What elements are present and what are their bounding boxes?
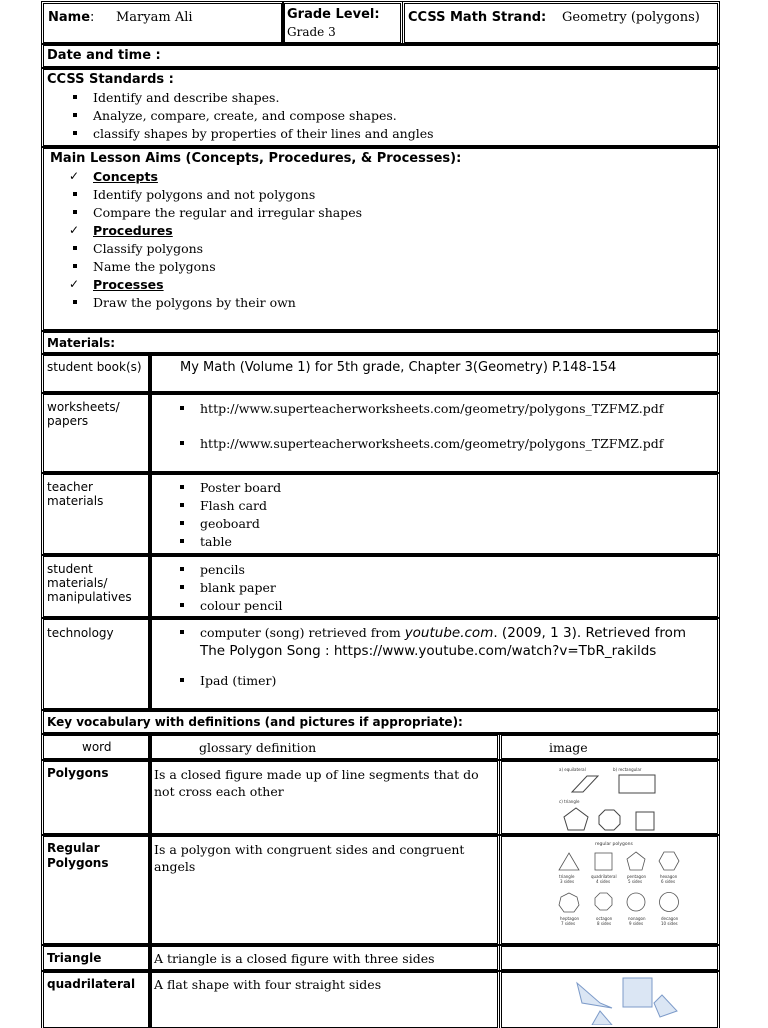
- aims-title: Main Lesson Aims (Concepts, Procedures, & Processes):: [50, 151, 462, 166]
- shape-sides: 4 sides: [596, 879, 611, 884]
- aims-item: Compare the regular and irregular shapes: [93, 205, 363, 220]
- triangle-icon: [559, 853, 579, 870]
- strand-value: Geometry (polygons): [562, 10, 700, 25]
- worksheets-list: [200, 400, 663, 453]
- technology-value-cell: [151, 619, 718, 709]
- name-colon: :: [90, 10, 95, 25]
- vocab-col-image: image: [549, 740, 588, 755]
- regular-polygons-title: regular polygons: [595, 842, 633, 847]
- date-cell: [43, 45, 718, 67]
- strand-cell: [404, 3, 718, 43]
- technology-item: computer (song) retrieved from youtube.com. (2009, 1 3). Retrieved from The Polygon Song : https://www.youtube.com/watch?v=TbR_rakilds: [200, 624, 700, 660]
- student-book-value-cell: [151, 355, 718, 392]
- vocab-title: Key vocabulary with definitions (and pictures if appropriate):: [47, 715, 463, 729]
- aims-item: Identify polygons and not polygons: [93, 186, 362, 204]
- hexagon-icon: [659, 852, 679, 870]
- polygon-label-b: b) rectangular: [613, 767, 642, 772]
- technology-label-cell: [43, 619, 149, 709]
- ccss-item: Identify and describe shapes.: [93, 89, 434, 107]
- date-label: Date and time :: [47, 48, 161, 63]
- name-label: Name: [48, 10, 91, 25]
- teacher-materials-label: teacher materials: [47, 480, 104, 508]
- vocab-def: Is a closed figure made up of line segments that do not cross each other: [154, 767, 479, 799]
- vocab-col-def: glossary definition: [199, 740, 317, 755]
- student-material-item: blank paper: [200, 579, 283, 597]
- shape-sides: 3 sides: [560, 879, 575, 884]
- aims-item: Classify polygons: [93, 240, 362, 258]
- quadrilateral-illustration: [502, 973, 715, 1025]
- vocab-def-cell: [151, 836, 498, 944]
- worksheets-label: worksheets/ papers: [47, 400, 120, 428]
- shape-sides: 5 sides: [628, 879, 643, 884]
- vocab-def-cell: [151, 761, 498, 834]
- vocab-word: Triangle: [47, 951, 102, 965]
- teacher-materials-list: [200, 479, 281, 551]
- strand-label: CCSS Math Strand:: [408, 10, 547, 25]
- vocab-def-cell: [151, 946, 498, 970]
- worksheets-label-cell: [43, 394, 149, 472]
- technology-list: [200, 624, 700, 690]
- name-cell: [43, 3, 282, 43]
- student-material-item: pencils: [200, 561, 283, 579]
- rectangle-icon: [619, 775, 655, 793]
- quadrilateral-shape-icon: [577, 983, 612, 1008]
- vocab-word: quadrilateral: [47, 977, 136, 991]
- materials-title: Materials:: [47, 336, 116, 350]
- name-value: Maryam Ali: [116, 10, 193, 25]
- decagon-icon: [660, 893, 679, 912]
- vocab-col-def-cell: [151, 735, 498, 759]
- technology-label: technology: [47, 626, 114, 640]
- shape-name: pentagon: [627, 874, 647, 879]
- shape-sides: 9 sides: [629, 921, 644, 926]
- vocab-image-cell: [501, 946, 718, 970]
- grade-cell: [284, 3, 401, 43]
- student-book-label: student book(s): [47, 360, 142, 374]
- shape-name: nonagon: [628, 916, 646, 921]
- vocab-col-word: word: [82, 740, 112, 754]
- worksheets-value-cell: [151, 394, 718, 472]
- vocab-word-cell: [43, 761, 149, 834]
- heptagon-icon: [559, 893, 579, 912]
- vocab-image-cell: [501, 972, 718, 1028]
- student-book-label-cell: [43, 355, 149, 392]
- procedures-heading: ✓ Procedures: [93, 222, 362, 240]
- processes-heading: ✓ Processes: [93, 276, 362, 294]
- shape-name: hexagon: [660, 874, 678, 879]
- teacher-materials-value-cell: [151, 474, 718, 554]
- vocab-def-cell: [151, 972, 498, 1028]
- aims-item: Draw the polygons by their own: [93, 294, 362, 312]
- polygon-label-c: c) triangle: [559, 799, 580, 804]
- teacher-material-item: geoboard: [200, 515, 281, 533]
- aims-item: Name the polygons: [93, 258, 362, 276]
- teacher-material-item: Poster board: [200, 480, 282, 495]
- vocab-def: A triangle is a closed figure with three sides: [154, 951, 435, 966]
- irregular-quad-icon: [654, 995, 677, 1017]
- aims-list: [93, 168, 362, 312]
- student-materials-value-cell: [151, 556, 718, 617]
- student-materials-label-cell: [43, 556, 149, 617]
- shape-name: quadrilateral: [591, 874, 617, 879]
- ccss-standards: [43, 69, 718, 146]
- worksheet-link[interactable]: http://www.superteacherworksheets.com/geometry/polygons_TZFMZ.pdf: [200, 401, 664, 416]
- teacher-materials-label-cell: [43, 474, 149, 554]
- student-materials-label: student materials/ manipulatives: [47, 562, 132, 604]
- vocab-col-word-cell: [43, 735, 149, 759]
- ccss-item: classify shapes by properties of their lines and angles: [93, 126, 434, 141]
- student-book-value: My Math (Volume 1) for 5th grade, Chapter 3(Geometry) P.148-154: [180, 360, 617, 375]
- vocab-image-cell: [501, 836, 718, 944]
- shape-name: heptagon: [560, 916, 580, 921]
- square-icon: [636, 812, 654, 830]
- shape-name: decagon: [661, 916, 679, 921]
- polygons-illustration: [502, 762, 715, 831]
- student-materials-list: [200, 561, 283, 615]
- ccss-title: CCSS Standards :: [47, 72, 174, 87]
- concepts-heading: ✓ Concepts: [93, 168, 362, 186]
- square-shape-icon: [623, 978, 652, 1007]
- vocab-header: [43, 711, 718, 733]
- ccss-item: Analyze, compare, create, and compose shapes.: [93, 107, 434, 125]
- shape-sides: 6 sides: [661, 879, 676, 884]
- polygon-label-a: a) equilateral: [559, 767, 586, 772]
- shape-sides: 8 sides: [597, 921, 612, 926]
- teacher-material-item: Flash card: [200, 497, 281, 515]
- vocab-word-cell: [43, 836, 149, 944]
- vocab-word: Regular Polygons: [47, 841, 109, 870]
- vocab-def: Is a polygon with congruent sides and congruent angels: [154, 842, 465, 874]
- vocab-def: A flat shape with four straight sides: [154, 977, 382, 992]
- grade-label: Grade Level:: [287, 7, 380, 22]
- ccss-list: [93, 89, 434, 143]
- shape-name: octagon: [596, 916, 613, 921]
- vocab-word: Polygons: [47, 766, 109, 780]
- octagon-icon: [595, 893, 612, 910]
- nonagon-icon: [627, 893, 645, 911]
- materials-header: [43, 332, 718, 353]
- vocab-col-image-cell: [501, 735, 718, 759]
- vocab-word-cell: [43, 972, 149, 1028]
- teacher-material-item: table: [200, 533, 281, 551]
- vocab-image-cell: [501, 761, 718, 834]
- vocab-word-cell: [43, 946, 149, 970]
- pentagon-icon: [627, 852, 645, 870]
- technology-item: Ipad (timer): [200, 672, 700, 690]
- shape-sides: 10 sides: [661, 921, 678, 926]
- student-material-item: colour pencil: [200, 598, 283, 613]
- pentagon-icon: [564, 808, 588, 830]
- octagon-icon: [599, 810, 620, 830]
- grade-value: Grade 3: [287, 25, 336, 39]
- worksheet-link[interactable]: http://www.superteacherworksheets.com/geometry/polygons_TZFMZ.pdf: [200, 436, 664, 451]
- shape-sides: 7 sides: [561, 921, 576, 926]
- main-lesson-aims: [43, 148, 718, 330]
- shape-name: triangle: [559, 874, 575, 879]
- regular-polygons-illustration: [502, 837, 715, 941]
- parallelogram-icon: [572, 776, 598, 792]
- quadrilateral-icon: [595, 853, 612, 870]
- kite-shape-icon: [592, 1011, 612, 1025]
